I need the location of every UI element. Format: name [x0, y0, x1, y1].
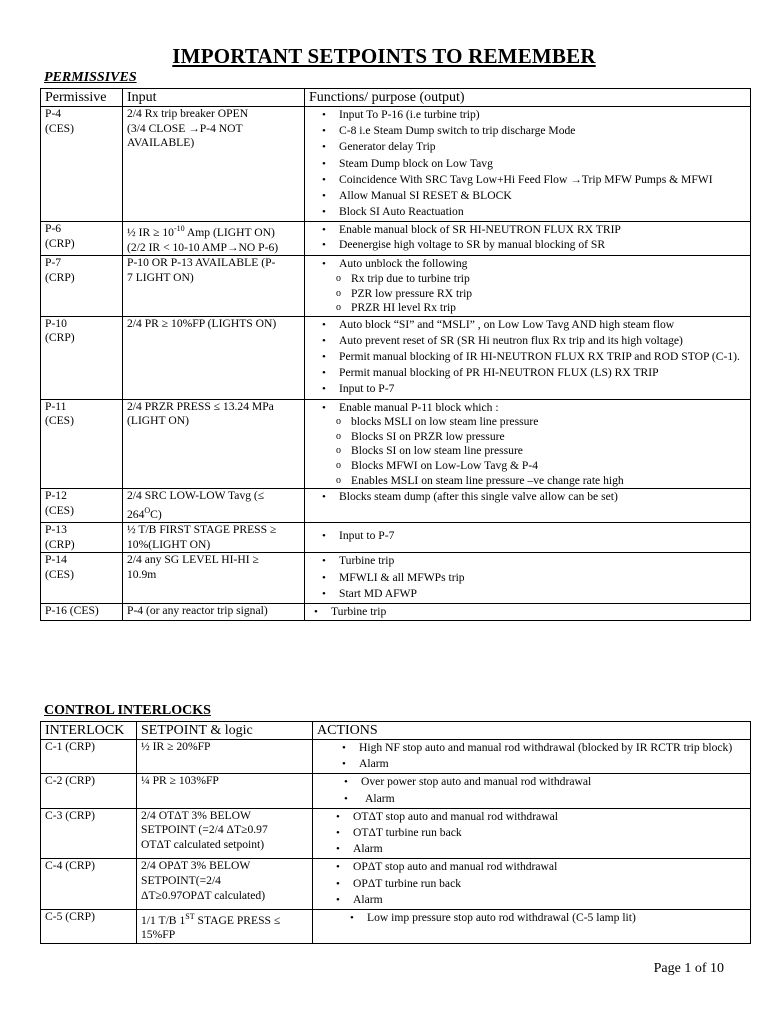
- interlock-cell: C-5 (CRP): [41, 909, 137, 943]
- input-cell: ½ T/B FIRST STAGE PRESS ≥ 10%(LIGHT ON): [123, 523, 305, 553]
- permissive-cell: P-16 (CES): [41, 604, 123, 621]
- setpoint-cell: ¼ PR ≥ 103%FP: [137, 774, 313, 808]
- column-header: Input: [123, 89, 305, 107]
- interlock-cell: C-1 (CRP): [41, 740, 137, 774]
- permissives-header-row: [41, 89, 751, 107]
- column-header: ACTIONS: [313, 722, 751, 740]
- table-row: [41, 808, 751, 859]
- column-header: SETPOINT & logic: [137, 722, 313, 740]
- list-item: • Input to P-7: [339, 382, 746, 397]
- actions-cell: [313, 909, 751, 943]
- functions-cell: [305, 604, 751, 621]
- control-interlocks-table: [40, 721, 751, 944]
- input-cell: ½ IR ≥ $10^{-10}$ Amp (LIGHT ON) (2/2 IR < 10-10 AMP→NO P-6): [123, 222, 305, 256]
- interlocks-header-row: [41, 722, 751, 740]
- permissives-table: [40, 88, 751, 621]
- list-item: • Block SI Auto Reactuation: [339, 205, 746, 220]
- table-row: [41, 399, 751, 489]
- setpoint-cell: 2/4 OPΔT 3% BELOW SETPOINT(=2/4 ΔT≥0.97OPΔT calculated): [137, 859, 313, 910]
- table-row: [41, 859, 751, 910]
- interlock-cell: C-3 (CRP): [41, 808, 137, 859]
- column-header: INTERLOCK: [41, 722, 137, 740]
- permissive-cell: P-7 (CRP): [41, 256, 123, 316]
- sub-list-item: o PRZR HI level Rx trip: [351, 301, 746, 316]
- list-item: • Auto prevent reset of SR (SR Hi neutron flux Rx trip and its high voltage): [339, 334, 746, 349]
- page-number: Page 1 of 10: [653, 961, 724, 976]
- functions-cell: [305, 107, 751, 222]
- list-item: • Permit manual blocking of IR HI-NEUTRON FLUX RX TRIP and ROD STOP (C-1).: [339, 350, 746, 365]
- table-row: [41, 222, 751, 256]
- permissive-cell: P-13 (CRP): [41, 523, 123, 553]
- sub-list-item: o Rx trip due to turbine trip: [351, 272, 746, 287]
- table-row: [41, 740, 751, 774]
- column-header: Permissive: [41, 89, 123, 107]
- input-cell: 2/4 SRC LOW-LOW Tavg (≤ $264^OC$): [123, 489, 305, 523]
- setpoint-cell: 2/4 OTΔT 3% BELOW SETPOINT (=2/4 ΔT≥0.97 OTΔT calculated setpoint): [137, 808, 313, 859]
- sub-list-item: o Blocks SI on PRZR low pressure: [351, 430, 746, 445]
- permissive-cell: P-12 (CES): [41, 489, 123, 523]
- actions-cell: [313, 740, 751, 774]
- table-row: [41, 774, 751, 808]
- permissive-cell: P-4 (CES): [41, 107, 123, 222]
- input-cell: P-4 (or any reactor trip signal): [123, 604, 305, 621]
- page-title: IMPORTANT SETPOINTS TO REMEMBER: [172, 44, 596, 68]
- list-item: • Allow Manual SI RESET & BLOCK: [339, 189, 746, 204]
- list-item: • Alarm: [353, 893, 746, 908]
- sub-list-item: o PZR low pressure RX trip: [351, 287, 746, 302]
- functions-cell: [305, 523, 751, 553]
- list-item: • Generator delay Trip: [339, 140, 746, 155]
- list-item: • Over power stop auto and manual rod withdrawal: [361, 775, 746, 790]
- table-row: [41, 107, 751, 222]
- functions-cell: [305, 256, 751, 316]
- input-cell: 2/4 PR ≥ 10%FP (LIGHTS ON): [123, 316, 305, 399]
- sub-list-item: o Enables MSLI on steam line pressure –ve change rate high: [351, 474, 746, 489]
- table-row: [41, 316, 751, 399]
- list-item: • Input to P-7: [339, 529, 746, 544]
- input-cell: 2/4 PRZR PRESS ≤ 13.24 MPa (LIGHT ON): [123, 399, 305, 489]
- permissive-cell: P-11 (CES): [41, 399, 123, 489]
- list-item: • Permit manual blocking of PR HI-NEUTRON FLUX (LS) RX TRIP: [339, 366, 746, 381]
- list-item: • Start MD AFWP: [339, 587, 746, 602]
- list-item: • Low imp pressure stop auto rod withdrawal (C-5 lamp lit): [367, 911, 746, 926]
- list-item: • Alarm: [361, 792, 746, 807]
- list-item: • OTΔT stop auto and manual rod withdrawal: [353, 810, 746, 825]
- actions-cell: [313, 808, 751, 859]
- table-row: [41, 489, 751, 523]
- list-item: • OPΔT stop auto and manual rod withdrawal: [353, 860, 746, 875]
- functions-cell: [305, 553, 751, 604]
- list-item: • Turbine trip: [331, 605, 746, 620]
- permissive-cell: P-14 (CES): [41, 553, 123, 604]
- functions-cell: [305, 489, 751, 523]
- list-item: • High NF stop auto and manual rod withdrawal (blocked by IR RCTR trip block): [359, 741, 746, 756]
- list-item: • MFWLI & all MFWPs trip: [339, 571, 746, 586]
- table-row: [41, 523, 751, 553]
- list-item: • Alarm: [353, 842, 746, 857]
- table-row: [41, 256, 751, 316]
- functions-cell: [305, 316, 751, 399]
- list-item: • Turbine trip: [339, 554, 746, 569]
- actions-cell: [313, 774, 751, 808]
- list-item: • Input To P-16 (i.e turbine trip): [339, 108, 746, 123]
- permissive-cell: P-10 (CRP): [41, 316, 123, 399]
- table-row: [41, 604, 751, 621]
- actions-cell: [313, 859, 751, 910]
- column-header: Functions/ purpose (output): [305, 89, 751, 107]
- functions-cell: [305, 399, 751, 489]
- list-item: • Coincidence With SRC Tavg Low+Hi Feed Flow →Trip MFW Pumps & MFWI: [339, 173, 746, 188]
- setpoint-cell: 1/1 T/B 1ST STAGE PRESS ≤ 15%FP: [137, 909, 313, 943]
- list-item: • Auto unblock the following: [339, 257, 746, 272]
- permissive-cell: P-6 (CRP): [41, 222, 123, 256]
- input-cell: 2/4 any SG LEVEL HI-HI ≥ 10.9m: [123, 553, 305, 604]
- interlock-cell: C-4 (CRP): [41, 859, 137, 910]
- table-row: [41, 553, 751, 604]
- list-item: • OTΔT turbine run back: [353, 826, 746, 841]
- list-item: • Deenergise high voltage to SR by manual blocking of SR: [339, 238, 746, 253]
- functions-cell: [305, 222, 751, 256]
- list-item: • Blocks steam dump (after this single valve allow can be set): [339, 490, 746, 505]
- list-item: • OPΔT turbine run back: [353, 877, 746, 892]
- permissives-section-title: PERMISSIVES: [44, 70, 137, 85]
- input-cell: 2/4 Rx trip breaker OPEN (3/4 CLOSE →P-4 NOT AVAILABLE): [123, 107, 305, 222]
- setpoint-cell: ½ IR ≥ 20%FP: [137, 740, 313, 774]
- list-item: • Auto block “SI” and “MSLI” , on Low Low Tavg AND high steam flow: [339, 318, 746, 333]
- list-item: • Alarm: [359, 757, 746, 772]
- interlock-cell: C-2 (CRP): [41, 774, 137, 808]
- sub-list-item: o Blocks MFWI on Low-Low Tavg & P-4: [351, 459, 746, 474]
- sub-list-item: o blocks MSLI on low steam line pressure: [351, 415, 746, 430]
- list-item: • C-8 i.e Steam Dump switch to trip discharge Mode: [339, 124, 746, 139]
- list-item: • Enable manual block of SR HI-NEUTRON FLUX RX TRIP: [339, 223, 746, 238]
- input-cell: P-10 OR P-13 AVAILABLE (P- 7 LIGHT ON): [123, 256, 305, 316]
- list-item: • Steam Dump block on Low Tavg: [339, 157, 746, 172]
- table-row: [41, 909, 751, 943]
- list-item: • Enable manual P-11 block which :: [339, 401, 746, 416]
- control-interlocks-section-title: CONTROL INTERLOCKS: [44, 703, 211, 718]
- sub-list-item: o Blocks SI on low steam line pressure: [351, 444, 746, 459]
